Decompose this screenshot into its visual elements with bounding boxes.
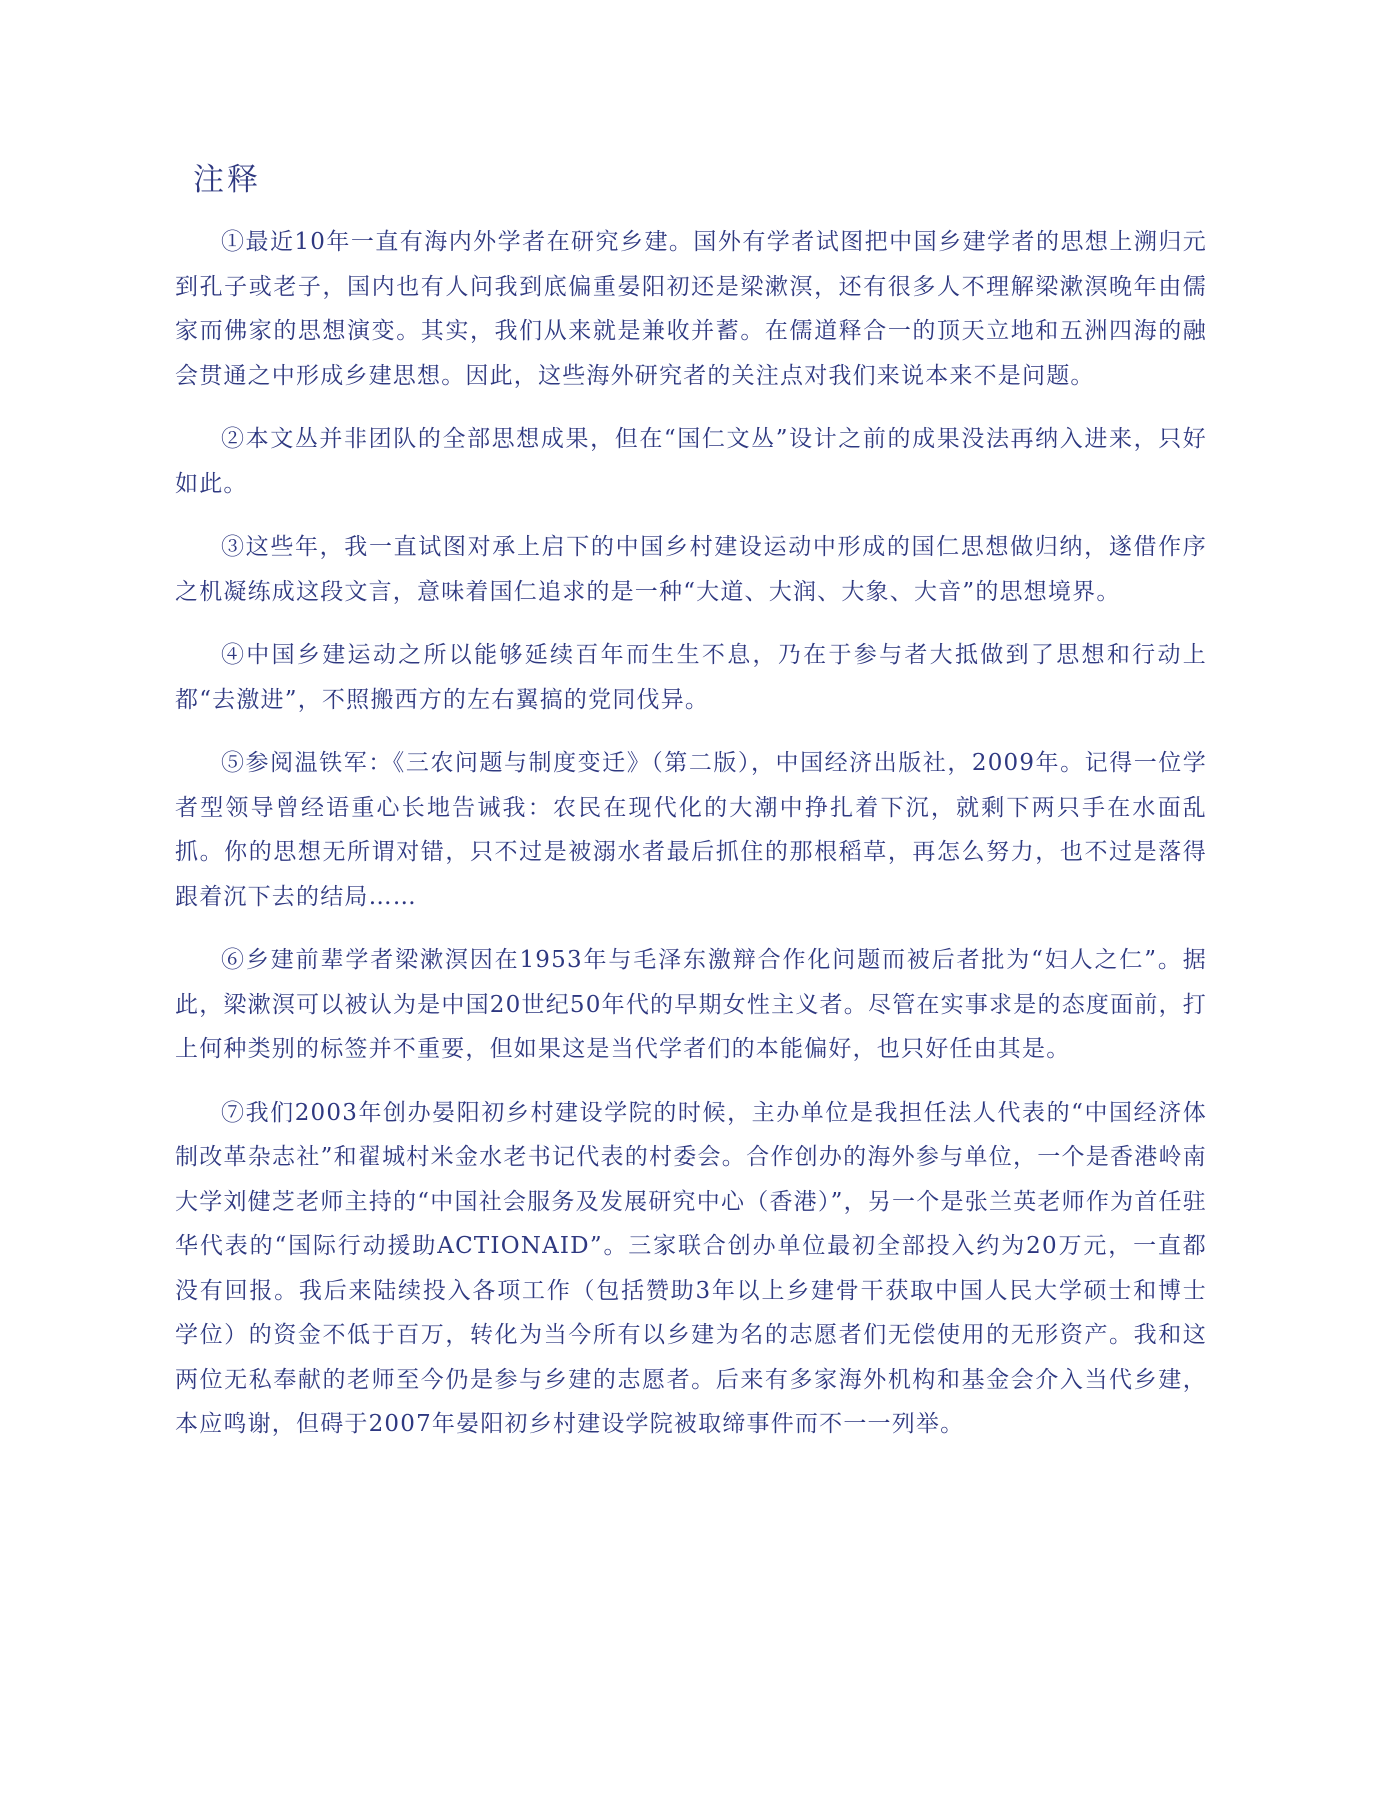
notes-heading: 注释 [193,162,261,198]
note-paragraph: ⑥乡建前辈学者梁漱溟因在1953年与毛泽东激辩合作化问题而被后者批为“妇人之仁”。据此，梁漱溟可以被认为是中国20世纪50年代的早期女性主义者。尽管在实事求是的态度面前，打上何种类别的标签并不重要，但如果这是当代学者们的本能偏好，也只好任由其是。 [175,947,1207,1062]
note-paragraph: ④中国乡建运动之所以能够延续百年而生生不息，乃在于参与者大抵做到了思想和行动上都“去激进”，不照搬西方的左右翼搞的党同伐异。 [175,642,1207,713]
note-paragraph: ①最近10年一直有海内外学者在研究乡建。国外有学者试图把中国乡建学者的思想上溯归元到孔子或老子，国内也有人问我到底偏重晏阳初还是梁漱溟，还有很多人不理解梁漱溟晚年由儒家而佛家的思想演变。其实，我们从来就是兼收并蓄。在儒道释合一的顶天立地和五洲四海的融会贯通之中形成乡建思想。因此，这些海外研究者的关注点对我们来说本来不是问题。 [175,229,1207,389]
note-paragraph: ⑦我们2003年创办晏阳初乡村建设学院的时候，主办单位是我担任法人代表的“中国经济体制改革杂志社”和翟城村米金水老书记代表的村委会。合作创办的海外参与单位，一个是香港岭南大学刘健芝老师主持的“中国社会服务及发展研究中心（香港）”，另一个是张兰英老师作为首任驻华代表的“国际行动援助ACTIONAID”。三家联合创办单位最初全部投入约为20万元，一直都没有回报。我后来陆续投入各项工作（包括赞助3年以上乡建骨干获取中国人民大学硕士和博士学位）的资金不低于百万，转化为当今所有以乡建为名的志愿者们无偿使用的无形资产。我和这两位无私奉献的老师至今仍是参与乡建的志愿者。后来有多家海外机构和基金会介入当代乡建，本应鸣谢，但碍于2007年晏阳初乡村建设学院被取缔事件而不一一列举。 [175,1099,1207,1437]
note-paragraph: ⑤参阅温铁军：《三农问题与制度变迁》（第二版），中国经济出版社，2009年。记得一位学者型领导曾经语重心长地告诫我：农民在现代化的大潮中挣扎着下沉，就剩下两只手在水面乱抓。你的思想无所谓对错，只不过是被溺水者最后抓住的那根稻草，再怎么努力，也不过是落得跟着沉下去的结局…… [175,750,1207,910]
notes-list [175,220,1207,1466]
note-paragraph: ②本文丛并非团队的全部思想成果，但在“国仁文丛”设计之前的成果没法再纳入进来，只好如此。 [175,426,1207,497]
note-paragraph: ③这些年，我一直试图对承上启下的中国乡村建设运动中形成的国仁思想做归纳，遂借作序之机凝练成这段文言，意味着国仁追求的是一种“大道、大润、大象、大音”的思想境界。 [175,534,1207,605]
